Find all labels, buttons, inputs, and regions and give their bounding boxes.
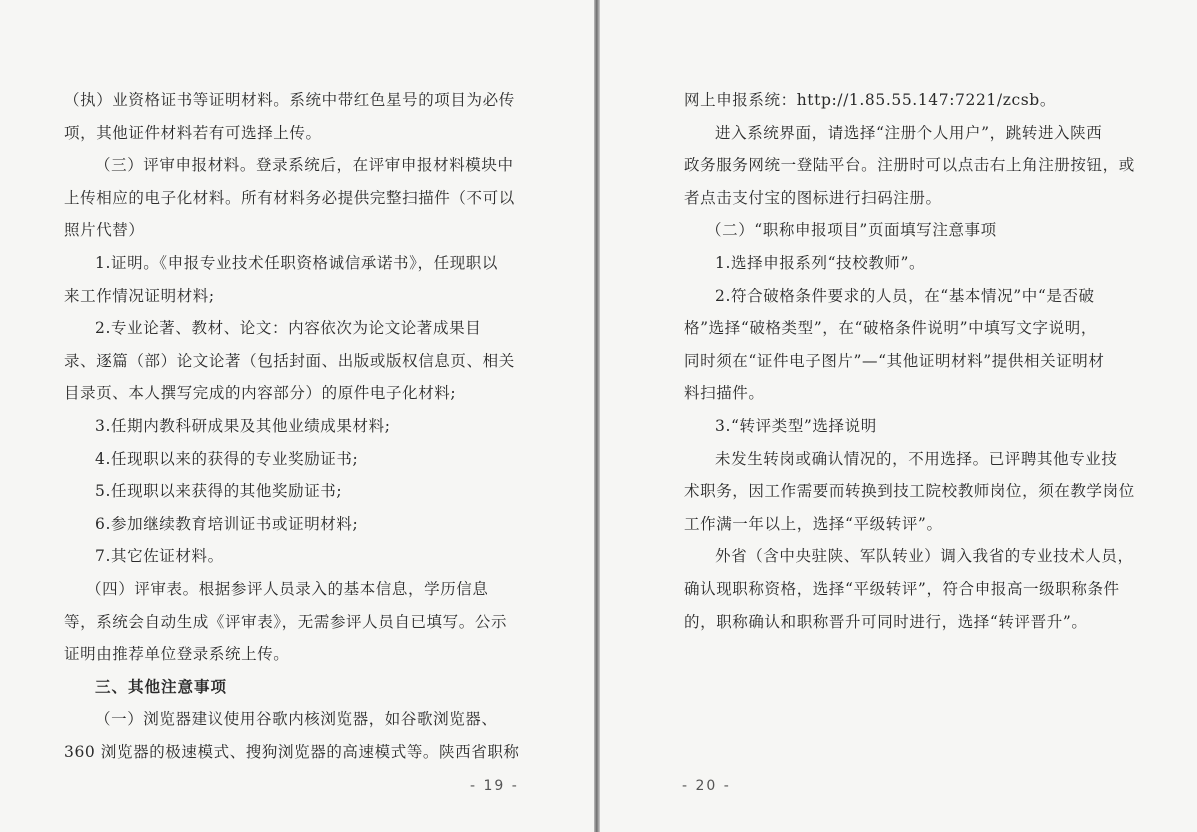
text-line: 3.“转评类型”选择说明 [715,416,877,435]
text-line: 目录页、本人撰写完成的内容部分）的原件电子化材料; [64,384,457,403]
text-line: 的，职称确认和职称晋升可同时进行，选择“转评晋升”。 [684,612,1088,631]
text-line: （执）业资格证书等证明材料。系统中带红色星号的项目为必传 [64,91,515,109]
text-line: 政务服务网统一登陆平台。注册时可以点击右上角注册按钮，或 [684,156,1135,175]
text-line: 确认现职称资格，选择“平级转评”，符合申报高一级职称条件 [684,579,1120,598]
text-line: 3.任期内教科研成果及其他业绩成果材料; [95,416,391,435]
text-line: 项，其他证件材料若有可选择上传。 [64,123,322,142]
text-line: 进入系统界面，请选择“注册个人用户”，跳转进入陕西 [715,123,1103,142]
text-line: （四）评审表。根据参评人员录入的基本信息，学历信息 [86,579,489,598]
left-page-text [64,84,522,768]
text-line: 术职务，因工作需要而转换到技工院校教师岗位，须在教学岗位 [684,482,1135,501]
text-line: 工作满一年以上，选择“平级转评”。 [684,514,943,533]
text-line: 上传相应的电子化材料。所有材料务必提供完整扫描件（不可以 [64,188,515,207]
text-line: 4.任现职以来的获得的专业奖励证书; [95,449,359,468]
text-line: 360 浏览器的极速模式、搜狗浏览器的高速模式等。陕西省职称 [64,742,520,761]
right-page-text [684,84,1142,638]
text-line: 2.符合破格条件要求的人员，在“基本情况”中“是否破 [715,286,1095,305]
text-line: 7.其它佐证材料。 [95,547,224,566]
text-line: 录、逐篇（部）论文论著（包括封面、出版或版权信息页、相关 [64,351,515,370]
text-line: 等，系统会自动生成《评审表》，无需参评人员自已填写。公示 [64,612,508,631]
text-line: 照片代替） [64,221,145,240]
text-line: 格”选择“破格类型”，在“破格条件说明”中填写文字说明， [684,319,1097,338]
text-line: 者点击支付宝的图标进行扫码注册。 [684,188,942,207]
text-line: 料扫描件。 [684,384,765,403]
text-line: （三）评审申报材料。登录系统后，在评审申报材料模块中 [95,156,514,175]
text-line: 来工作情况证明材料; [64,286,215,305]
right-page-number: - 20 - [682,778,731,794]
section-heading: 三、其他注意事项 [95,677,228,696]
text-line: 未发生转岗或确认情况的，不用选择。已评聘其他专业技 [715,449,1118,468]
left-page [0,0,594,832]
text-line: 1.证明。《申报专业技术任职资格诚信承诺书》，任现职以 [95,253,498,272]
text-line: 外省（含中央驻陕、军队转业）调入我省的专业技术人员， [715,547,1134,566]
text-line: （一）浏览器建议使用谷歌内核浏览器，如谷歌浏览器、 [95,710,498,729]
text-line: （二）“职称申报项目”页面填写注意事项 [706,221,997,240]
left-page-number: - 19 - [470,778,519,794]
text-line: 2.专业论著、教材、论文：内容依次为论文论著成果目 [95,319,482,338]
text-line: 网上申报系统：http://1.85.55.147:7221/zcsb。 [684,91,1056,109]
text-line: 1.选择申报系列“技校教师”。 [715,253,926,272]
text-line: 证明由推荐单位登录系统上传。 [64,645,290,664]
text-line: 6.参加继续教育培训证书或证明材料; [95,514,359,533]
text-line: 5.任现职以来获得的其他奖励证书; [95,482,343,501]
right-page [600,0,1197,832]
text-line: 同时须在“证件电子图片”—“其他证明材料”提供相关证明材 [684,351,1105,370]
